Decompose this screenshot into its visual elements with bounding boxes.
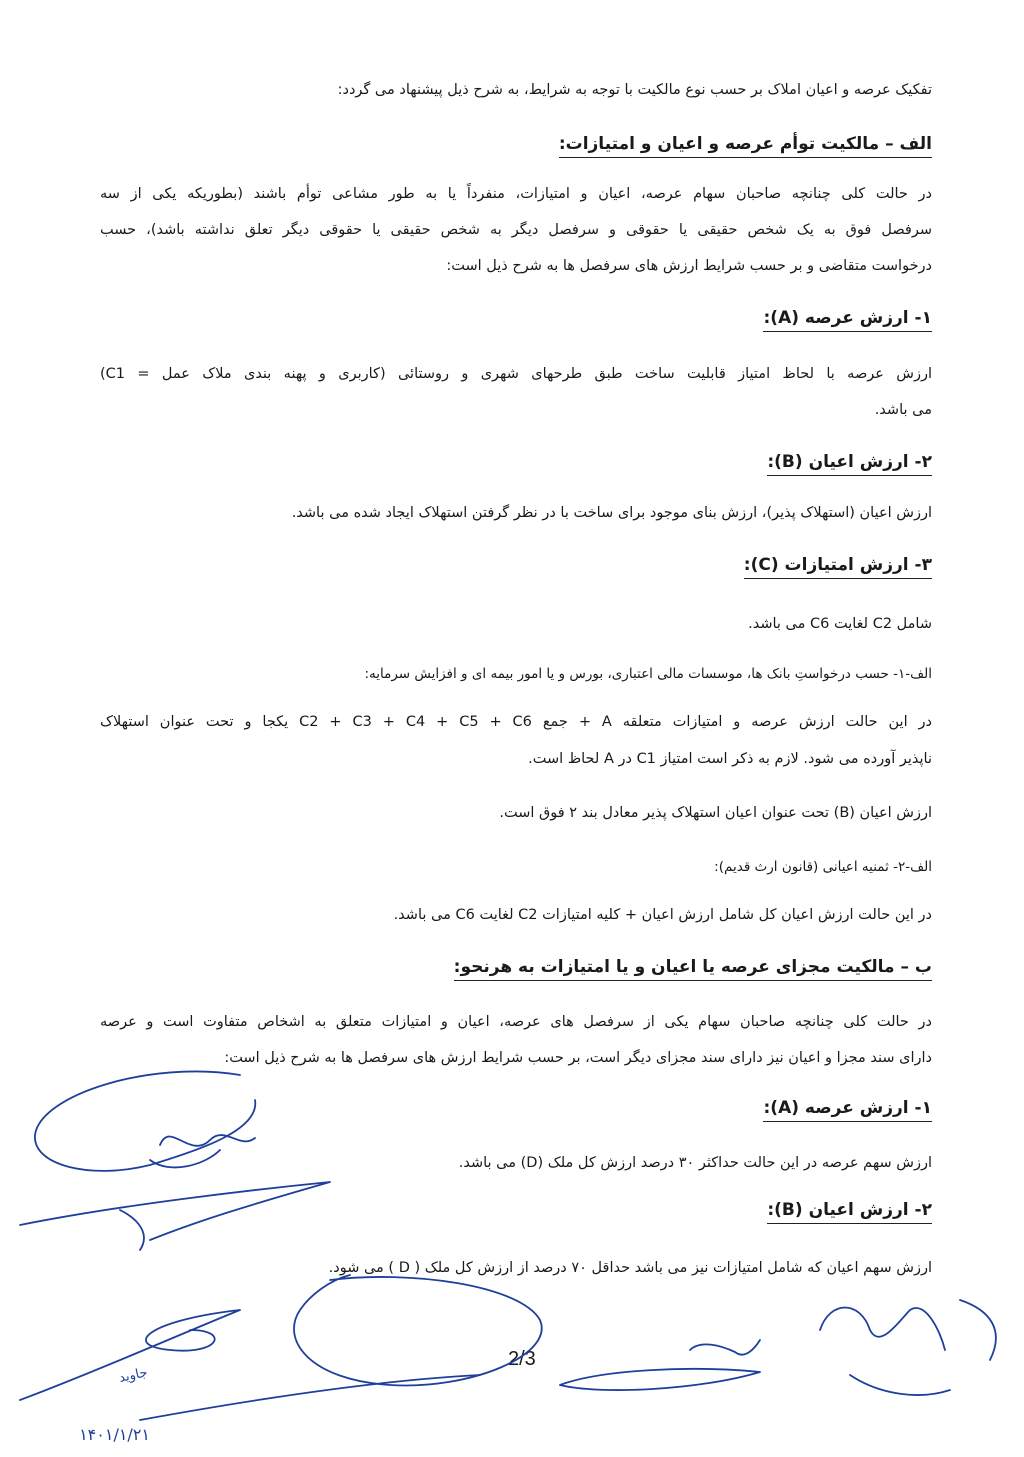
alef1-title: الف-۱- حسب درخواستِ بانک ها، موسسات مالی اعتباری، بورس و یا امور بیمه ای و افزایش سرمایه: xyxy=(364,666,932,682)
alef-ayan-line: ارزش اعیان (استهلاک پذیر)، ارزش بنای موجود برای ساخت با در نظر گرفتن استهلاک ایجاد شده می باشد. xyxy=(291,505,932,521)
section-be-title: ب – مالکیت مجزای عرصه یا اعیان و یا امتیازات به هرنحو: xyxy=(454,957,932,981)
be-h2-title: ۲- ارزش اعیان (B): xyxy=(767,1200,932,1224)
alef-h1-title: ۱- ارزش عرصه (A): xyxy=(763,308,932,332)
alef-h1-heading xyxy=(763,308,932,328)
be-h2-heading xyxy=(767,1200,932,1220)
be-h1-heading xyxy=(763,1098,932,1118)
section-alef-heading xyxy=(559,134,932,154)
alef-para-line-3: درخواست متقاضی و بر حسب شرایط ارزش های سرفصل ها به شرح ذیل است: xyxy=(446,258,932,274)
signature-right-oval xyxy=(560,1369,760,1390)
signature-oval-center xyxy=(294,1275,542,1385)
alef-para-line-2: سرفصل فوق به یک شخص حقیقی یا حقوقی و سرفصل دیگر به شخص حقیقی یا حقوقی دیگر تعلق نداشته باشد)، حسب xyxy=(100,222,932,238)
alef2-title: الف-۲- ثمنیه اعیانی (قانون ارث قدیم): xyxy=(714,859,932,875)
alef-para-line-1: در حالت کلی چنانچه صاحبان سهام عرصه، اعیان و امتیازات، منفرداً یا به طور مشاعی توأم باشند (بطوریکه یکی از سه xyxy=(100,186,932,202)
alef-h2-heading xyxy=(767,452,932,472)
handwritten-name-1: جاوید xyxy=(117,1365,149,1386)
signature-bottom-left-swirl xyxy=(20,1310,240,1400)
alef1-line-1: در این حالت ارزش عرصه و امتیازات متعلقه A + جمع C2 + C3 + C4 + C5 + C6 یکجا و تحت عنوان استهلاک xyxy=(100,714,932,730)
be-ayan-line: ارزش سهم اعیان که شامل امتیازات نیز می باشد حداقل ۷۰ درصد از ارزش کل ملک ( D ) می شود. xyxy=(328,1260,932,1276)
signature-underline-long xyxy=(140,1375,480,1420)
alef-h3-title: ۳- ارزش امتیازات (C): xyxy=(744,555,932,579)
be-para-line-1: در حالت کلی چنانچه صاحبان سهام یکی از سرفصل های عرصه، اعیان و امتیازات متعلق به اشخاص متفاوت است و عرصه xyxy=(100,1014,932,1030)
be-h1-title: ۱- ارزش عرصه (A): xyxy=(763,1098,932,1122)
be-arsa-line: ارزش سهم عرصه در این حالت حداکثر ۳۰ درصد ارزش کل ملک (D) می باشد. xyxy=(458,1155,932,1171)
section-alef-title: الف – مالکیت توأم عرصه و اعیان و امتیازات: xyxy=(559,134,932,158)
alef1-line-3: ارزش اعیان (B) تحت عنوان اعیان استهلاک پذیر معادل بند ۲ فوق است. xyxy=(499,805,932,821)
alef1-line-2: ناپذیر آورده می شود. لازم به ذکر است امتیاز C1 در A لحاظ است. xyxy=(528,751,932,767)
page-number: 2/3 xyxy=(508,1348,536,1370)
section-be-heading xyxy=(454,957,932,977)
intro-text: تفکیک عرصه و اعیان املاک بر حسب نوع مالکیت با توجه به شرایط، به شرح ذیل پیشنهاد می گردد: xyxy=(337,82,932,98)
alef-arsa-line-1: ارزش عرصه با لحاظ امتیاز قابلیت ساخت طبق طرحهای شهری و روستائی (کاربری و پهنه بندی ملاک عمل = C1) xyxy=(100,366,932,382)
handwritten-date: ۱۴۰۱/۱/۲۱ xyxy=(79,1425,150,1444)
alef-h3-heading xyxy=(744,555,932,575)
alef-h2-title: ۲- ارزش اعیان (B): xyxy=(767,452,932,476)
alef-emtiaz-line: شامل C2 لغایت C6 می باشد. xyxy=(748,616,932,632)
alef2-line: در این حالت ارزش اعیان کل شامل ارزش اعیان + کلیه امتیازات C2 لغایت C6 می باشد. xyxy=(393,907,932,923)
signature-far-right xyxy=(820,1300,996,1395)
alef-arsa-line-2: می باشد. xyxy=(874,402,932,418)
signature-large-stroke xyxy=(20,1182,330,1250)
be-para-line-2: دارای سند مجزا و اعیان نیز دارای سند مجزای دیگر است، بر حسب شرایط ارزش های سرفصل ها به شرح ذیل است: xyxy=(224,1050,932,1066)
signature-right-scribble xyxy=(690,1340,760,1355)
